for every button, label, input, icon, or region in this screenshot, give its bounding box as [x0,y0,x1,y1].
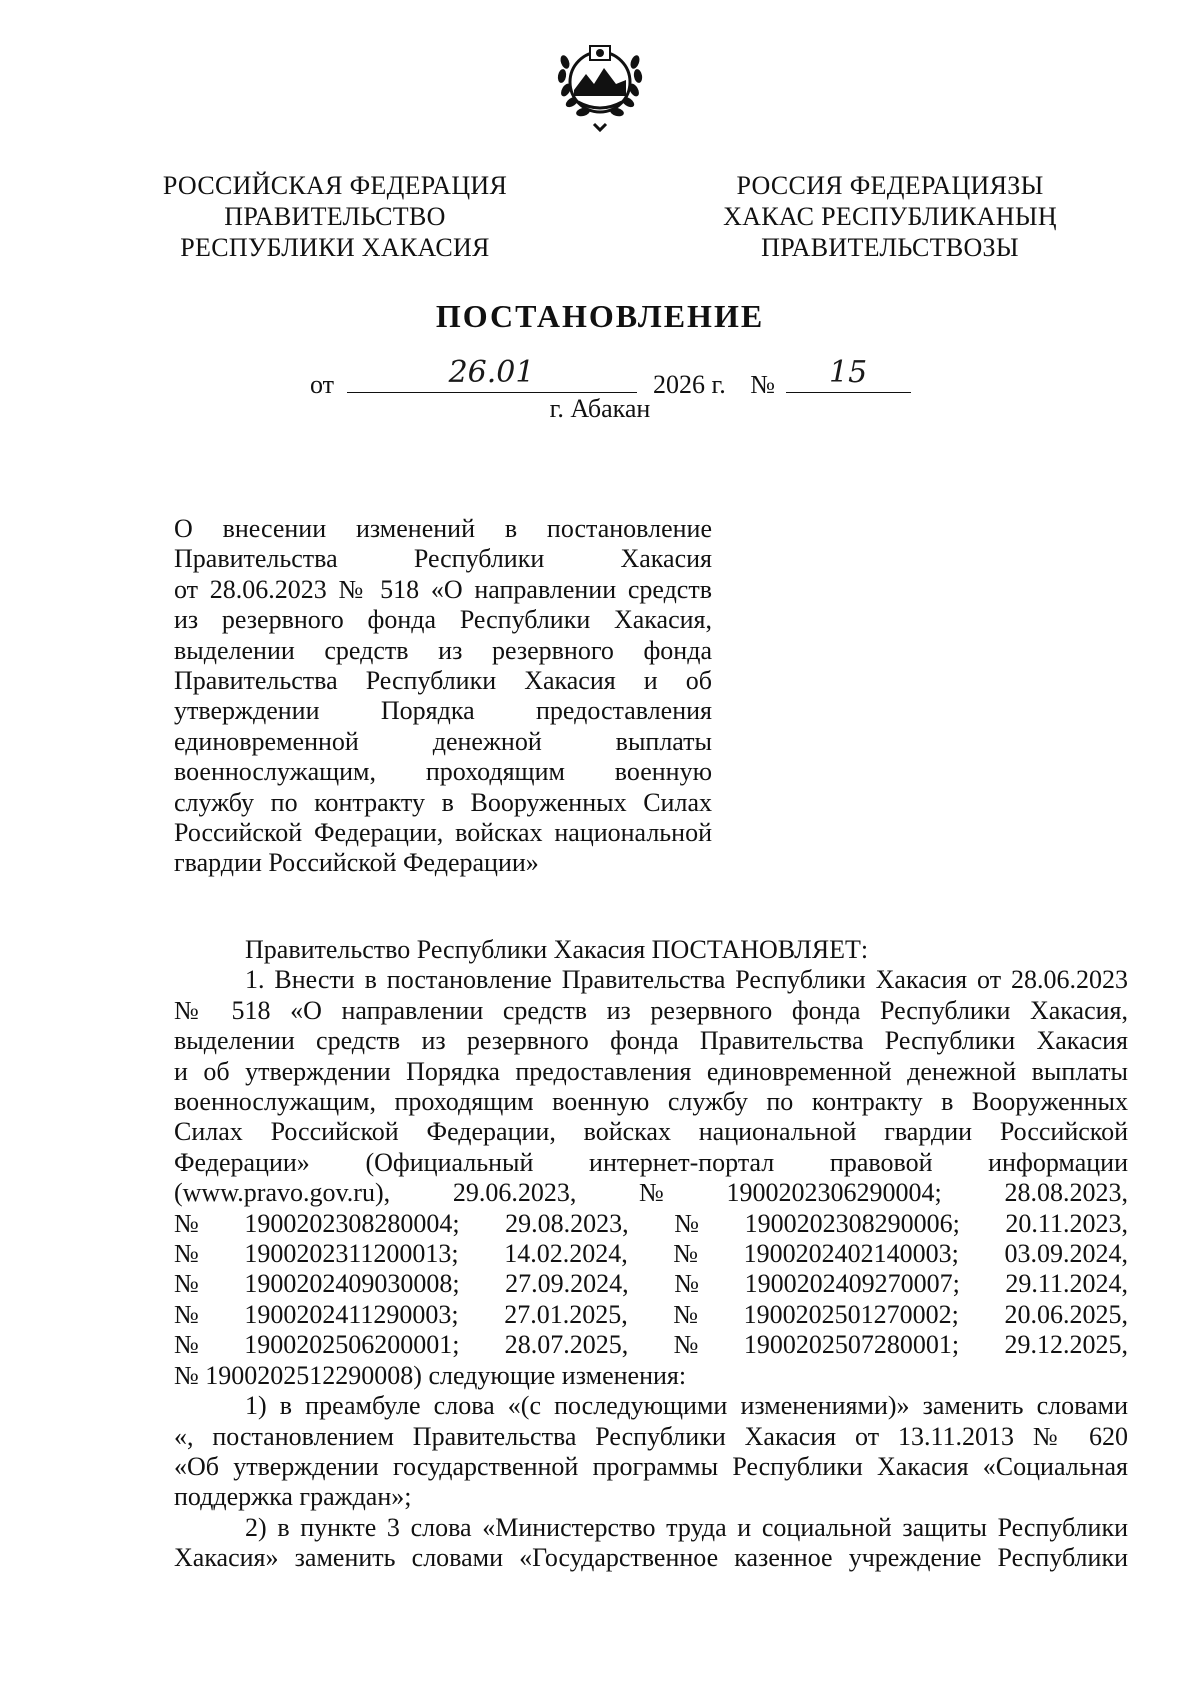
header-left [140,170,530,263]
subject-line: службу по контракту в Вооруженных Силах [174,787,712,817]
reg-cell: 1900202506200001; [244,1330,460,1360]
reg-cell: № [674,1269,700,1299]
number-label: № [750,370,776,399]
reg-cell: 1900202409270007; [744,1269,960,1299]
reg-cell: 1900202409030008; [244,1269,460,1299]
p1-line: военнослужащим, проходящим военную службу по контракту в Вооруженных [174,1087,1128,1117]
header-right-line: ПРАВИТЕЛЬСТВОЗЫ [761,233,1019,262]
reg-cell: 28.08.2023, [1004,1178,1128,1208]
registration-row [174,1209,1128,1239]
reg-cell: 1900202308280004; [244,1208,460,1238]
header-right-line: РОССИЯ ФЕДЕРАЦИЯЗЫ [736,171,1044,200]
reg-cell: 1900202308290006; [744,1208,960,1238]
reg-cell: № [639,1178,664,1208]
number-field [786,355,911,393]
reg-cell: 20.06.2025, [1004,1299,1128,1329]
subject-line: О внесении изменений в постановление [174,514,712,543]
reg-cell: 1900202507280001; [743,1330,960,1360]
reg-cell: 29.11.2024, [1005,1269,1128,1299]
resolves-line: Правительство Республики Хакасия ПОСТАНОВЛЯЕТ: [245,935,869,964]
city: г. Абакан [549,394,651,423]
coat-of-arms-icon [548,30,652,134]
registration-row [174,1330,1128,1360]
subject-line: Российской Федерации, войсках национальной [174,818,712,848]
document-title: ПОСТАНОВЛЕНИЕ [435,298,765,334]
reg-cell: № [174,1269,199,1299]
reg-cell: 1900202501270002; [743,1299,959,1329]
header-right-line: ХАКАС РЕСПУБЛИКАНЫҢ [723,202,1057,231]
reg-cell: 27.09.2024, [505,1269,629,1299]
header-left-line: РЕСПУБЛИКИ ХАКАСИЯ [180,233,490,262]
reg-cell: 14.02.2024, [504,1239,628,1269]
subject-line: Правительства Республики Хакасия и об [174,666,712,696]
body-text [174,935,1128,1574]
subject-block [174,514,712,879]
reg-cell: 29.12.2025, [1004,1330,1128,1360]
handwritten-date: 26.01 [448,355,535,390]
reg-cell: № [673,1330,699,1360]
header-left-line: ПРАВИТЕЛЬСТВО [224,202,446,231]
p1-line: выделении средств из резервного фонда Правительства Республики Хакасия [174,1026,1128,1056]
subject-line: военнослужащим, проходящим военную [174,757,712,787]
reg-cell: № [174,1239,199,1269]
coat-of-arms-emblem [548,30,652,134]
reg-cell: 27.01.2025, [504,1299,628,1329]
header-left-line: РОССИЙСКАЯ ФЕДЕРАЦИЯ [162,171,508,200]
date-field [347,355,637,393]
item1-line: «Об утверждении государственной программы Республики Хакасия «Социальная [174,1451,1128,1481]
subject-line: гвардии Российской Федерации» [174,848,539,878]
subject-line: единовременной денежной выплаты [174,726,712,756]
subject-line: Правительства Республики Хакасия [174,544,712,574]
p1-line: и об утверждении Порядка предоставления единовременной денежной выплаты [174,1056,1128,1086]
reg-cell: № [174,1208,199,1238]
reg-cell: 29.06.2023, [452,1178,577,1208]
item1-line: поддержка граждан»; [174,1482,412,1512]
subject-line: утверждении Порядка предоставления [174,696,712,726]
reg-cell: 20.11.2023, [1005,1208,1128,1238]
p1-line: 1. Внести в постановление Правительства Республики Хакасия от 28.06.2023 [245,965,1128,995]
reg-cell: № [673,1299,699,1329]
subject-line: от 28.06.2023 № 518 «О направлении средств [174,574,712,604]
handwritten-number: 15 [828,355,868,390]
reg-cell: № [673,1239,699,1269]
item2-line: 2) в пункте 3 слова «Министерство труда и социальной защиты Республики [245,1512,1128,1542]
item1-line: 1) в преамбуле слова «(с последующими изменениями)» заменить словами [245,1391,1128,1421]
registration-row [174,1300,1128,1330]
reg-last-line: № 1900202512290008) следующие изменения: [174,1360,687,1390]
registration-row [174,1178,1128,1208]
reg-cell: № [174,1299,199,1329]
reg-cell: 03.09.2024, [1004,1239,1128,1269]
reg-cell: 1900202411290003; [244,1299,459,1329]
p1-line: Силах Российской Федерации, войсках национальной гвардии Российской [174,1117,1128,1147]
subject-line: из резервного фонда Республики Хакасия, [174,605,712,635]
subject-line: выделении средств из резервного фонда [174,635,712,665]
registration-row [174,1239,1128,1269]
reg-cell: 1900202306290004; [726,1178,942,1208]
reg-cell: 1900202311200013; [244,1239,459,1269]
reg-cell: № [674,1208,700,1238]
registration-row [174,1269,1128,1299]
from-label: от [310,370,335,399]
reg-cell: (www.pravo.gov.ru), [174,1178,391,1208]
reg-cell: 28.07.2025, [504,1330,629,1360]
p1-line: Федерации» (Официальный интернет-портал правовой информации [174,1147,1128,1177]
year-label: 2026 г. [653,370,726,399]
reg-cell: № [174,1330,199,1360]
reg-cell: 1900202402140003; [743,1239,959,1269]
p1-line: № 518 «О направлении средств из резервного фонда Республики Хакасия, [174,995,1128,1025]
header-right [690,170,1090,263]
item1-line: «, постановлением Правительства Республики Хакасия от 13.11.2013 № 620 [174,1421,1128,1451]
reg-cell: 29.08.2023, [505,1208,629,1238]
item2-line: Хакасия» заменить словами «Государственное казенное учреждение Республики [174,1543,1128,1573]
